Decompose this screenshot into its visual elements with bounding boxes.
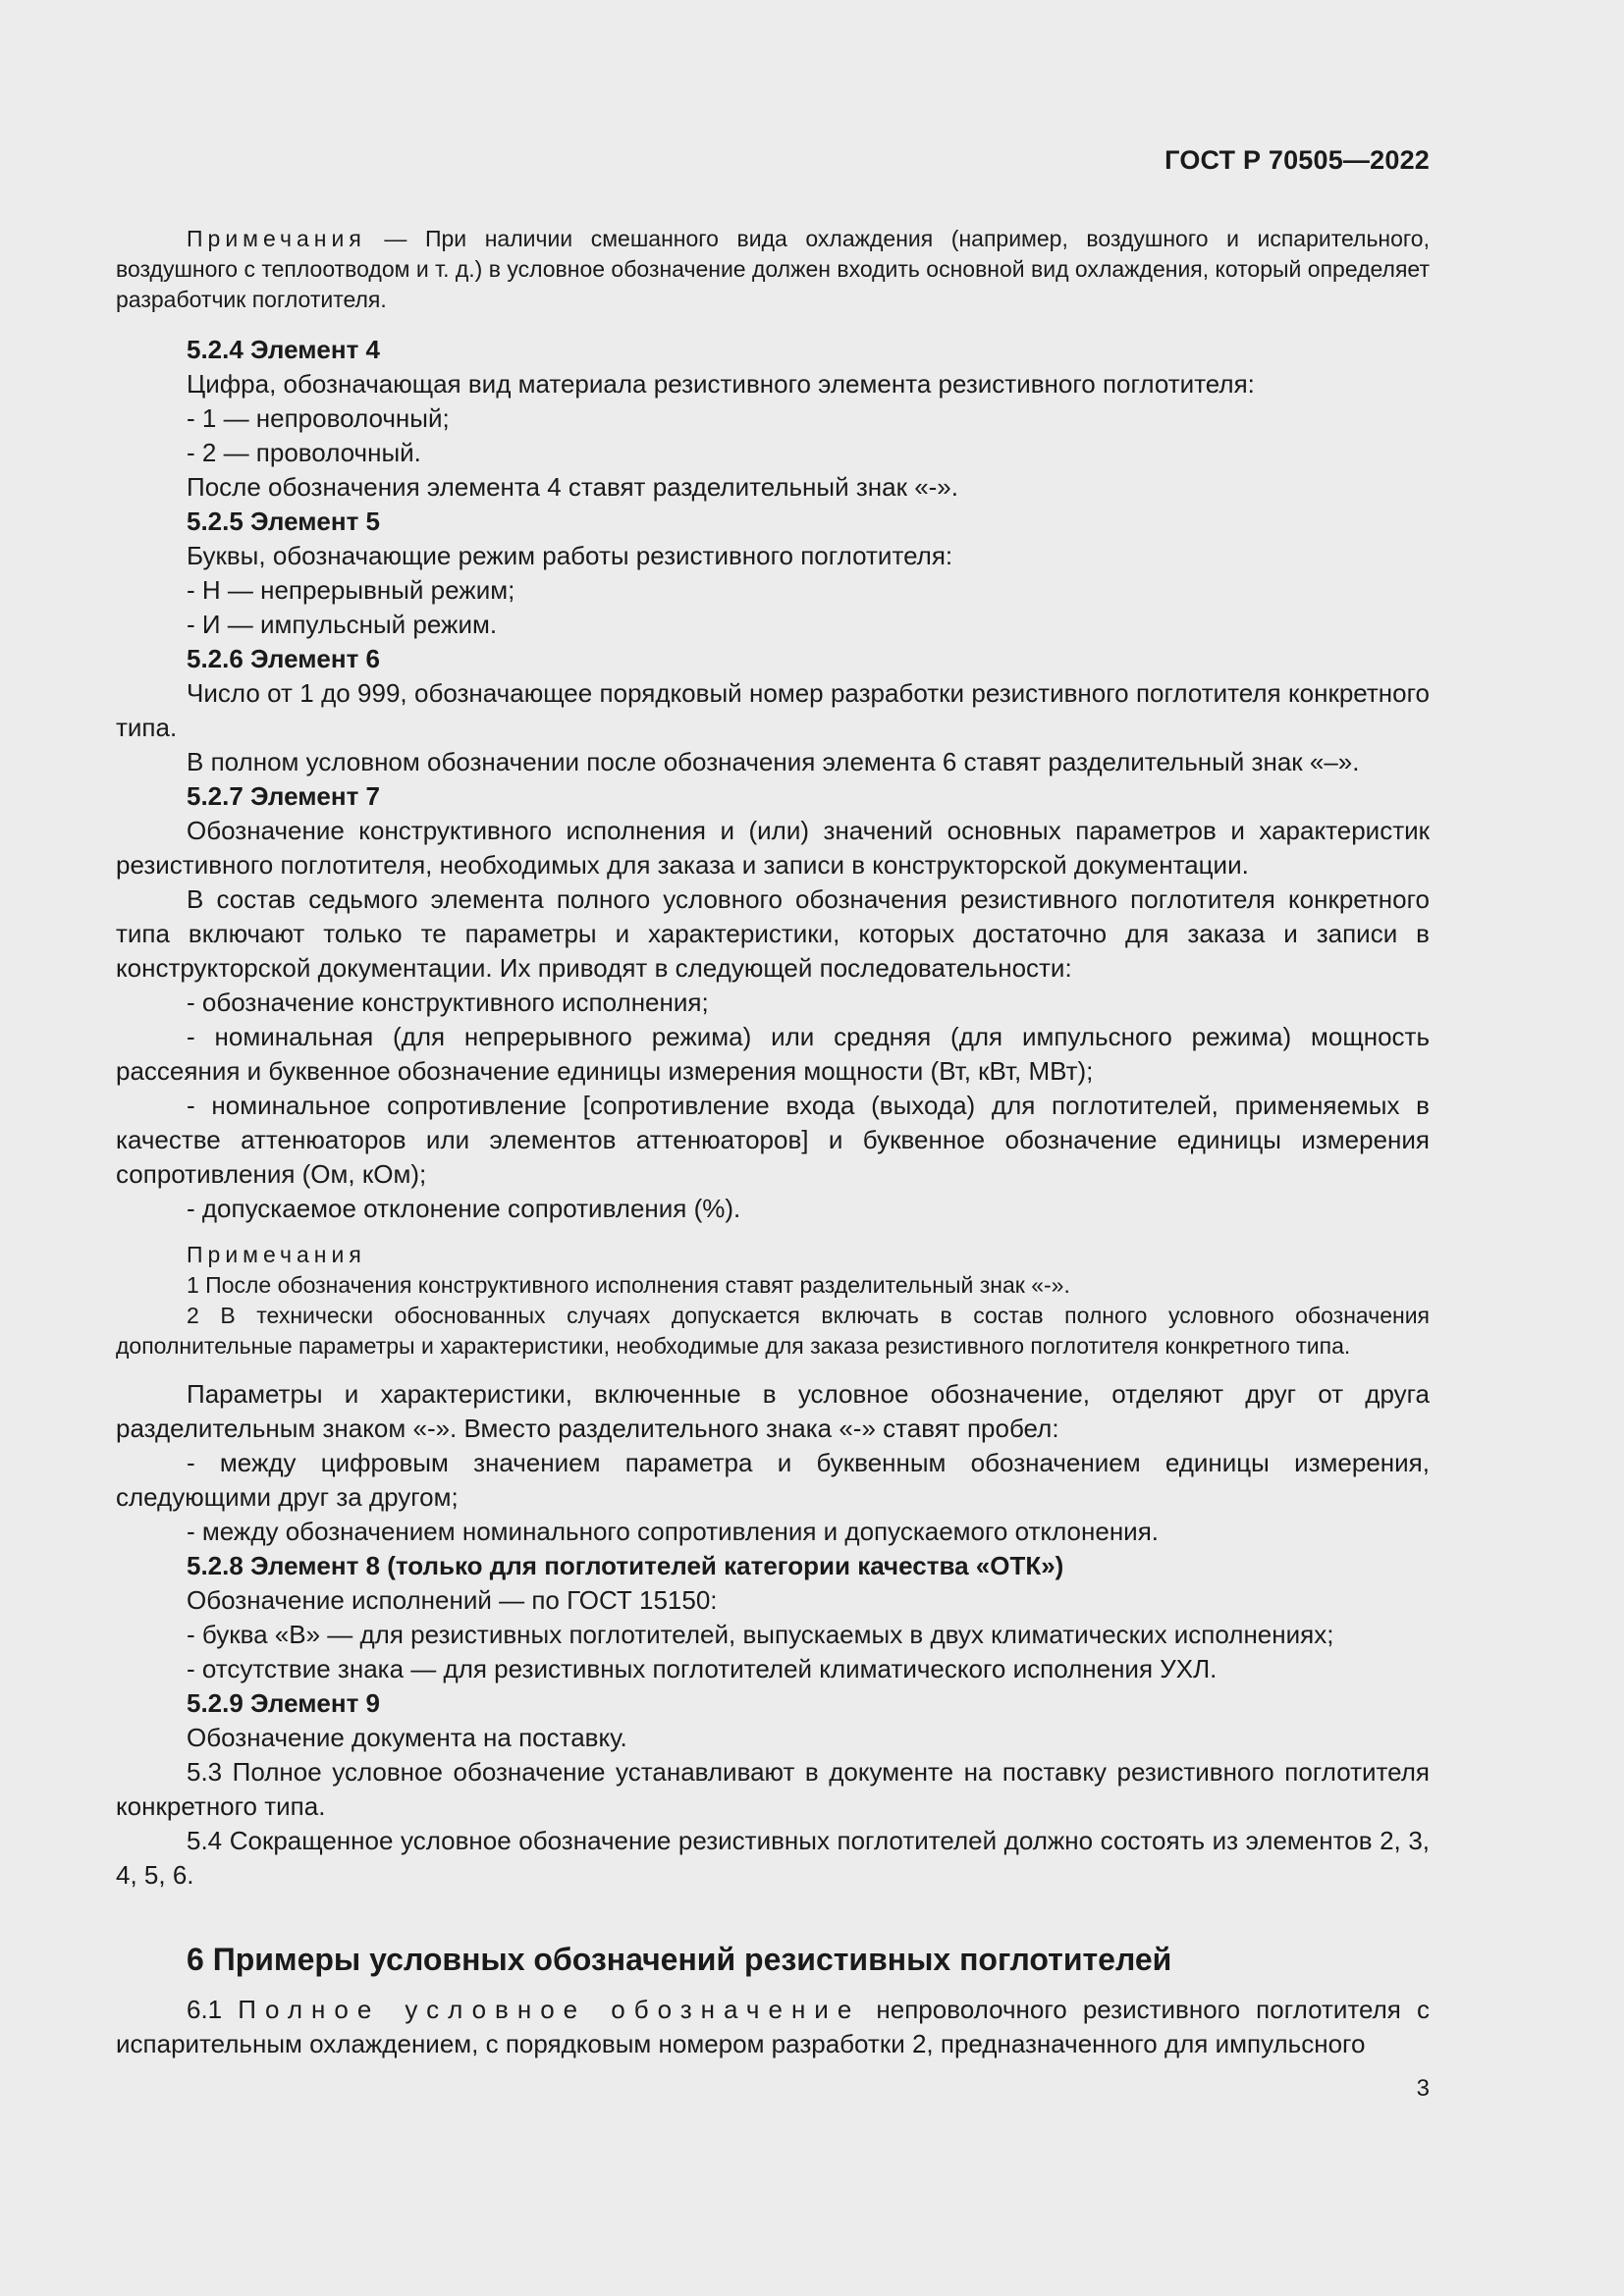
intro-note bbox=[116, 224, 1430, 315]
list-item: - 1 — непроволочный; bbox=[187, 403, 450, 433]
note-label: Примечания bbox=[187, 226, 366, 251]
heading-5-2-5: 5.2.5 Элемент 5 bbox=[187, 507, 381, 536]
heading-5-2-7: 5.2.7 Элемент 7 bbox=[187, 781, 381, 811]
spaced-term: Полное условное обозначение bbox=[238, 1995, 861, 2024]
note-item: 2 В технически обоснованных случаях допускается включать в состав полного условного обозначения дополнительные параметры и характеристики, необходимые для заказа резистивного поглотителя конкретного типа. bbox=[116, 1303, 1430, 1359]
list-item: - между цифровым значением параметра и буквенным обозначением единицы измерения, следующими друг за другом; bbox=[116, 1448, 1430, 1512]
list-item: - номинальное сопротивление [сопротивление входа (выхода) для поглотителей, применяемых в качестве аттенюаторов или элементов аттенюаторов] и буквенное обозначение единицы измерения сопротивления (Ом, кОм); bbox=[116, 1091, 1430, 1189]
list-item: - номинальная (для непрерывного режима) или средняя (для импульсного режима) мощность рассеяния и буквенное обозначение единицы измерения мощности (Вт, кВт, МВт); bbox=[116, 1022, 1430, 1086]
heading-5-2-6: 5.2.6 Элемент 6 bbox=[187, 644, 381, 673]
list-item: - отсутствие знака — для резистивных поглотителей климатического исполнения УХЛ. bbox=[187, 1654, 1218, 1683]
paragraph-number: 6.1 bbox=[187, 1995, 239, 2024]
paragraph: После обозначения элемента 4 ставят разделительный знак «-». bbox=[187, 472, 958, 502]
paragraph-5-3: 5.3 Полное условное обозначение устанавливают в документе на поставку резистивного поглотителя конкретного типа. bbox=[116, 1757, 1430, 1821]
paragraph-6-1 bbox=[116, 1993, 1430, 2061]
list-item: - Н — непрерывный режим; bbox=[187, 575, 515, 605]
paragraph: Буквы, обозначающие режим работы резистивного поглотителя: bbox=[187, 541, 953, 570]
list-item: - 2 — проволочный. bbox=[187, 438, 421, 467]
paragraph: Обозначение документа на поставку. bbox=[187, 1723, 627, 1752]
heading-5-2-4: 5.2.4 Элемент 4 bbox=[187, 335, 381, 364]
notes-label: Примечания bbox=[187, 1242, 366, 1267]
heading-5-2-9: 5.2.9 Элемент 9 bbox=[187, 1688, 381, 1718]
paragraph: Параметры и характеристики, включенные в условное обозначение, отделяют друг от друга разделительным знаком «-». Вместо разделительного знака «-» ставят пробел: bbox=[116, 1379, 1430, 1443]
list-item: - буква «В» — для резистивных поглотителей, выпускаемых в двух климатических исполнениях; bbox=[187, 1620, 1334, 1649]
paragraph: В состав седьмого элемента полного условного обозначения резистивного поглотителя конкретного типа включают только те параметры и характеристики, которых достаточно для заказа и записи в конструкторской документации. Их приводят в следующей последовательности: bbox=[116, 884, 1430, 983]
list-item: - обозначение конструктивного исполнения; bbox=[187, 988, 709, 1017]
paragraph-5-4: 5.4 Сокращенное условное обозначение резистивных поглотителей должно состоять из элементов 2, 3, 4, 5, 6. bbox=[116, 1826, 1430, 1890]
list-item: - И — импульсный режим. bbox=[187, 610, 498, 639]
paragraph: В полном условном обозначении после обозначения элемента 6 ставят разделительный знак «–». bbox=[187, 747, 1360, 776]
heading-5-2-8: 5.2.8 Элемент 8 (только для поглотителей категории качества «ОТК») bbox=[187, 1551, 1064, 1580]
paragraph-text: непроволочного резистивного поглотителя с испарительным охлаждением, с порядковым номером разработки 2, предназначенного для импульсного bbox=[116, 1995, 1430, 2058]
note-text: — При наличии смешанного вида охлаждения (например, воздушного и испарительного, воздушного с теплоотводом и т. д.) в условное обозначение должен входить основной вид охлаждения, который определяет разработчик поглотителя. bbox=[116, 226, 1430, 312]
paragraph: Обозначение конструктивного исполнения и (или) значений основных параметров и характеристик резистивного поглотителя, необходимых для заказа и записи в конструкторской документации. bbox=[116, 816, 1430, 880]
notes-block bbox=[116, 1240, 1430, 1362]
section-6-title: 6 Примеры условных обозначений резистивных поглотителей bbox=[187, 1942, 1172, 1977]
list-item: - допускаемое отклонение сопротивления (%). bbox=[187, 1194, 741, 1223]
page-content bbox=[116, 224, 1430, 2061]
paragraph: Число от 1 до 999, обозначающее порядковый номер разработки резистивного поглотителя конкретного типа. bbox=[116, 678, 1430, 742]
note-item: 1 После обозначения конструктивного исполнения ставят разделительный знак «-». bbox=[187, 1272, 1070, 1298]
page-number: 3 bbox=[1416, 2075, 1430, 2102]
document-code: ГОСТ Р 70505—2022 bbox=[1164, 145, 1430, 175]
paragraph: Цифра, обозначающая вид материала резистивного элемента резистивного поглотителя: bbox=[187, 369, 1255, 399]
paragraph: Обозначение исполнений — по ГОСТ 15150: bbox=[187, 1585, 718, 1615]
list-item: - между обозначением номинального сопротивления и допускаемого отклонения. bbox=[187, 1517, 1160, 1546]
